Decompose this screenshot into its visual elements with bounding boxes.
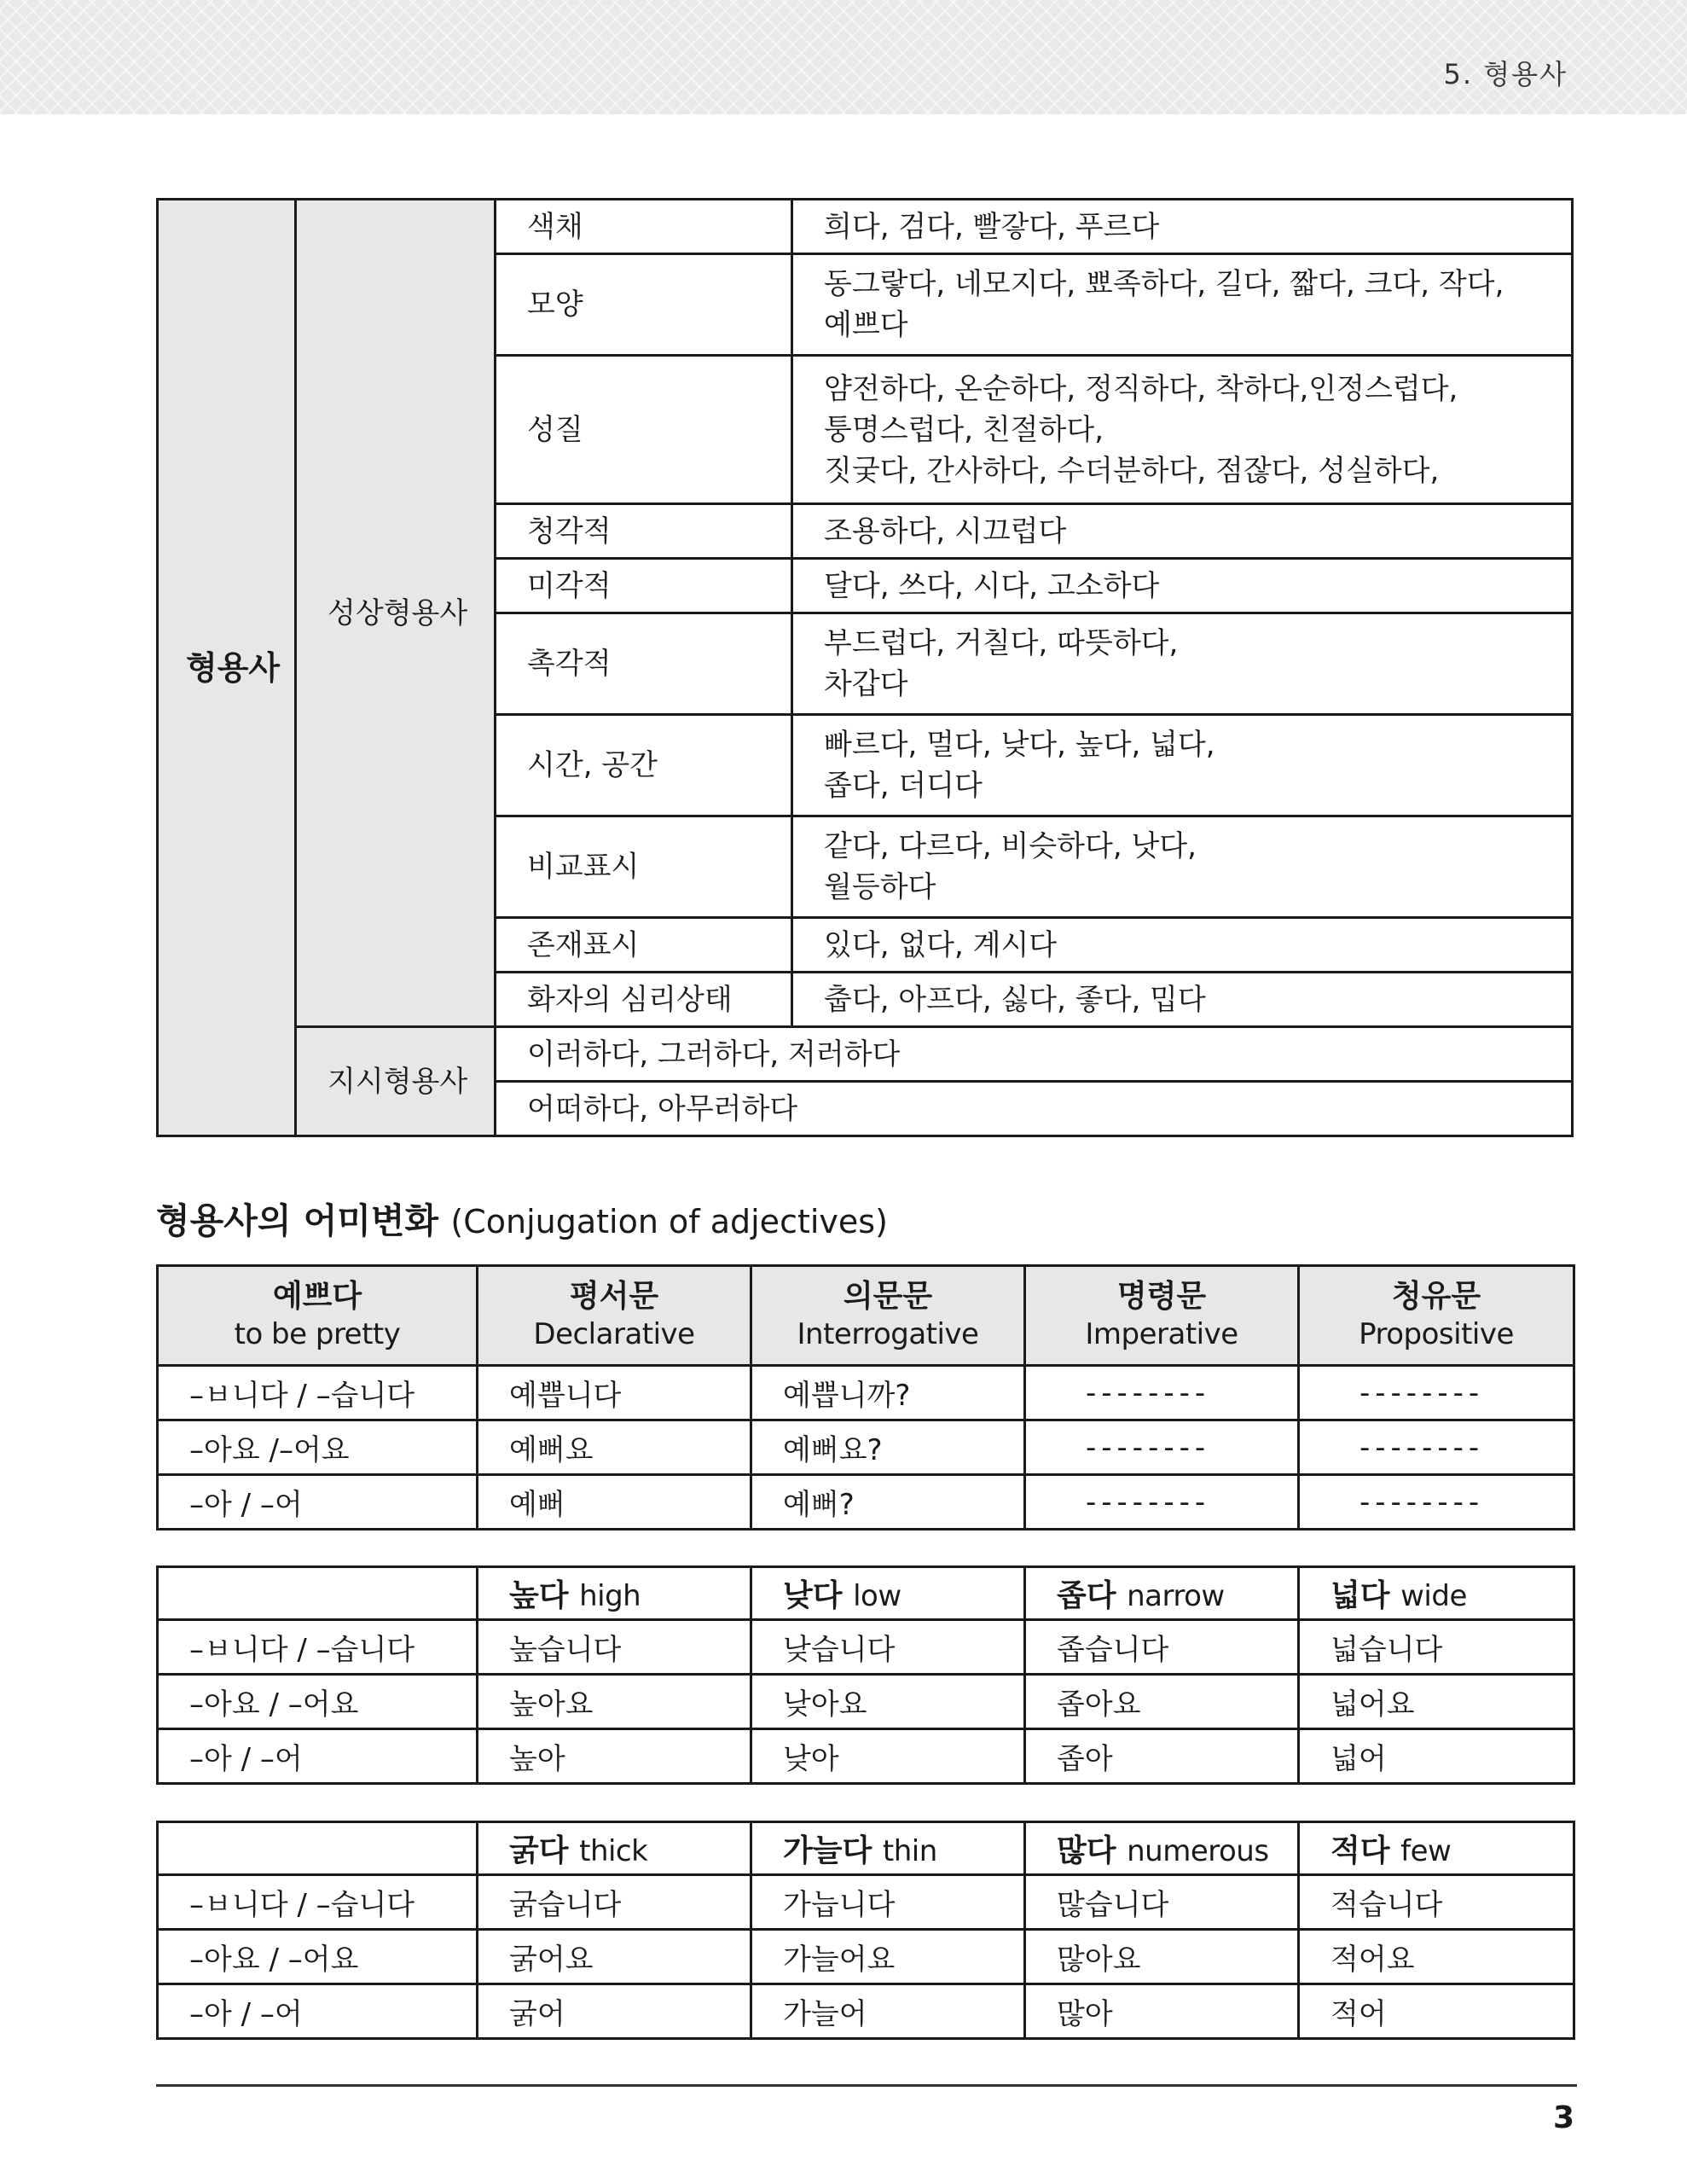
header-ko: 낮다 [783, 1578, 843, 1613]
example-line: 희다, 검다, 빨갛다, 푸르다 [824, 209, 1160, 244]
header-ko: 청유문 [1391, 1279, 1481, 1314]
form-cell: 예쁩니다 [478, 1366, 751, 1420]
header-ko: 좁다 [1057, 1578, 1116, 1613]
subtype-cell: 색채 [496, 200, 792, 254]
table-row [158, 1984, 1574, 2039]
table-row [158, 200, 1573, 254]
form-cell: -------- [1299, 1420, 1574, 1475]
example-line: 같다, 다르다, 비슷하다, 낫다, [824, 829, 1197, 863]
header-ko: 가늘다 [783, 1833, 872, 1868]
header-cell [478, 1822, 751, 1875]
header-en: thin [882, 1834, 937, 1868]
header-en: high [579, 1579, 641, 1613]
example-line: 있다, 없다, 계시다 [824, 927, 1058, 962]
section-title [156, 1193, 888, 1243]
group-cell-descriptive: 성상형용사 [296, 200, 496, 1027]
example-line: 빠르다, 멀다, 낮다, 높다, 넓다, [824, 728, 1215, 762]
ending-cell: –ㅂ니다 / –습니다 [158, 1620, 478, 1675]
examples-cell [792, 816, 1573, 918]
form-cell: 많아요 [1025, 1930, 1299, 1984]
examples-cell [792, 559, 1573, 613]
subtype-cell: 화자의 심리상태 [496, 973, 792, 1027]
header-cell [1299, 1822, 1574, 1875]
header-cell [751, 1822, 1025, 1875]
examples-cell [496, 1082, 1573, 1136]
section-title-en: (Conjugation of adjectives) [450, 1203, 888, 1240]
header-ko: 평서문 [569, 1279, 659, 1314]
example-line: 예쁘다 [824, 308, 908, 342]
table-row [158, 1675, 1574, 1729]
header-cell [1299, 1567, 1574, 1620]
form-cell: 넓어 [1299, 1729, 1574, 1784]
header-en: numerous [1127, 1834, 1269, 1868]
form-cell: 가늘어 [751, 1984, 1025, 2039]
group-cell-demonstrative: 지시형용사 [296, 1027, 496, 1136]
example-line: 달다, 쓰다, 시다, 고소하다 [824, 568, 1160, 603]
header-band [0, 0, 1687, 114]
example-line: 차갑다 [824, 667, 908, 701]
example-line: 조용하다, 시끄럽다 [824, 514, 1067, 549]
header-ko: 높다 [509, 1578, 569, 1613]
subtype-cell: 시간, 공간 [496, 715, 792, 816]
form-cell: -------- [1025, 1420, 1299, 1475]
example-line: 얌전하다, 온순하다, 정직하다, 착하다,인정스럽다, [824, 371, 1458, 406]
form-cell: -------- [1025, 1475, 1299, 1530]
page-number: 3 [1552, 2100, 1574, 2135]
table-row [158, 1620, 1574, 1675]
example-line: 퉁명스럽다, 친절하다, [824, 412, 1104, 447]
form-cell: 넓어요 [1299, 1675, 1574, 1729]
form-cell: 굵습니다 [478, 1875, 751, 1930]
header-ko: 굵다 [509, 1833, 569, 1868]
header-cell [751, 1266, 1025, 1366]
examples-cell [792, 254, 1573, 356]
form-cell: 예쁩니까? [751, 1366, 1025, 1420]
subtype-cell: 존재표시 [496, 918, 792, 973]
ending-cell: –ㅂ니다 / –습니다 [158, 1875, 478, 1930]
header-ko: 예쁘다 [272, 1279, 362, 1314]
example-line: 좁다, 더디다 [824, 769, 983, 803]
conjugation-table-pretty [156, 1264, 1575, 1531]
header-cell [158, 1266, 478, 1366]
form-cell: 낮아 [751, 1729, 1025, 1784]
header-cell [751, 1567, 1025, 1620]
example-line: 짓궂다, 간사하다, 수더분하다, 점잖다, 성실하다, [824, 453, 1440, 488]
form-cell: 적습니다 [1299, 1875, 1574, 1930]
form-cell: -------- [1299, 1475, 1574, 1530]
ending-cell: –아 / –어 [158, 1475, 478, 1530]
form-cell: 좁아요 [1025, 1675, 1299, 1729]
example-line: 춥다, 아프다, 싫다, 좋다, 밉다 [824, 982, 1206, 1017]
subtype-cell: 성질 [496, 356, 792, 504]
form-cell: -------- [1025, 1366, 1299, 1420]
header-en: Propositive [1359, 1317, 1514, 1351]
table-row [158, 1366, 1574, 1420]
subtype-cell: 청각적 [496, 504, 792, 559]
header-en: narrow [1127, 1579, 1225, 1613]
subtype-cell: 모양 [496, 254, 792, 356]
form-cell: 많습니다 [1025, 1875, 1299, 1930]
header-en: to be pretty [234, 1317, 401, 1351]
form-cell: -------- [1299, 1366, 1574, 1420]
running-head: 5. 형용사 [1443, 58, 1568, 90]
form-cell: 높습니다 [478, 1620, 751, 1675]
form-cell: 적어 [1299, 1984, 1574, 2039]
table-header-row [158, 1266, 1574, 1366]
form-cell: 높아요 [478, 1675, 751, 1729]
form-cell: 많아 [1025, 1984, 1299, 2039]
header-ko: 적다 [1330, 1833, 1390, 1868]
form-cell: 가늘어요 [751, 1930, 1025, 1984]
header-en: thick [579, 1834, 648, 1868]
header-en: Declarative [533, 1317, 695, 1351]
header-en: Imperative [1085, 1317, 1238, 1351]
form-cell: 가늡니다 [751, 1875, 1025, 1930]
table-header-row [158, 1567, 1574, 1620]
header-en: wide [1400, 1579, 1467, 1613]
form-cell: 좁아 [1025, 1729, 1299, 1784]
example-line: 이러하다, 그러하다, 저러하다 [527, 1037, 901, 1072]
example-line: 부드럽다, 거칠다, 따뜻하다, [824, 626, 1179, 660]
examples-cell [792, 918, 1573, 973]
examples-cell [792, 973, 1573, 1027]
form-cell: 넓습니다 [1299, 1620, 1574, 1675]
header-cell [478, 1266, 751, 1366]
header-cell [478, 1567, 751, 1620]
header-cell [158, 1567, 478, 1620]
header-ko: 명령문 [1116, 1279, 1207, 1314]
ending-cell: –아 / –어 [158, 1984, 478, 2039]
form-cell: 높아 [478, 1729, 751, 1784]
form-cell: 굵어 [478, 1984, 751, 2039]
header-cell [158, 1822, 478, 1875]
conjugation-table-quantity [156, 1821, 1575, 2040]
subtype-cell: 미각적 [496, 559, 792, 613]
form-cell: 예뻐 [478, 1475, 751, 1530]
header-en: few [1400, 1834, 1452, 1868]
table-header-row [158, 1822, 1574, 1875]
header-en: low [853, 1579, 901, 1613]
header-ko: 넓다 [1330, 1578, 1390, 1613]
adjective-classification-table [156, 198, 1574, 1137]
form-cell: 낮습니다 [751, 1620, 1025, 1675]
form-cell: 적어요 [1299, 1930, 1574, 1984]
example-line: 어떠하다, 아무러하다 [527, 1091, 798, 1126]
header-ko: 의문문 [843, 1279, 933, 1314]
form-cell: 예뻐? [751, 1475, 1025, 1530]
header-en: Interrogative [797, 1317, 979, 1351]
examples-cell [792, 715, 1573, 816]
section-title-ko: 형용사의 어미변화 [156, 1200, 439, 1241]
footer-rule [156, 2084, 1577, 2087]
ending-cell: –ㅂ니다 / –습니다 [158, 1366, 478, 1420]
subtype-cell: 비교표시 [496, 816, 792, 918]
examples-cell [792, 504, 1573, 559]
table-row [158, 1930, 1574, 1984]
header-cell [1025, 1567, 1299, 1620]
form-cell: 예뻐요? [751, 1420, 1025, 1475]
conjugation-table-size [156, 1565, 1575, 1785]
category-cell: 형용사 [158, 200, 296, 1136]
examples-cell [496, 1027, 1573, 1082]
examples-cell [792, 200, 1573, 254]
header-cell [1025, 1266, 1299, 1366]
header-cell [1025, 1822, 1299, 1875]
form-cell: 낮아요 [751, 1675, 1025, 1729]
examples-cell [792, 356, 1573, 504]
subtype-cell: 촉각적 [496, 613, 792, 715]
table-row [158, 1875, 1574, 1930]
example-line: 월등하다 [824, 870, 936, 904]
form-cell: 예뻐요 [478, 1420, 751, 1475]
example-line: 동그랗다, 네모지다, 뾰족하다, 길다, 짧다, 크다, 작다, [824, 267, 1504, 301]
examples-cell [792, 613, 1573, 715]
header-ko: 많다 [1057, 1833, 1116, 1868]
ending-cell: –아요 / –어요 [158, 1675, 478, 1729]
form-cell: 좁습니다 [1025, 1620, 1299, 1675]
table-row [158, 1027, 1573, 1082]
ending-cell: –아요 / –어요 [158, 1930, 478, 1984]
ending-cell: –아요 /–어요 [158, 1420, 478, 1475]
header-cell [1299, 1266, 1574, 1366]
table-row [158, 1420, 1574, 1475]
table-row [158, 1475, 1574, 1530]
ending-cell: –아 / –어 [158, 1729, 478, 1784]
table-row [158, 1729, 1574, 1784]
form-cell: 굵어요 [478, 1930, 751, 1984]
